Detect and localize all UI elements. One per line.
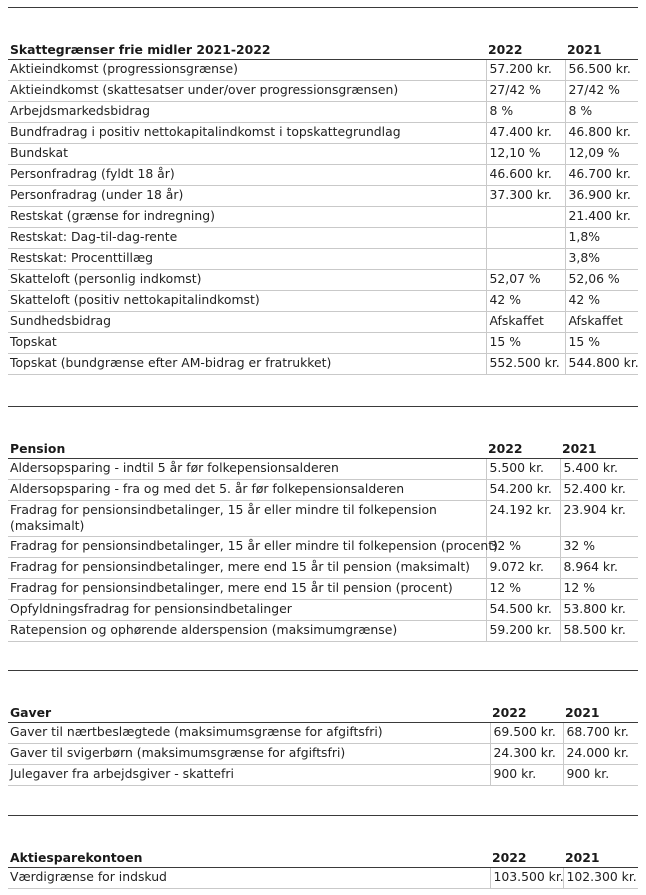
table-row (8, 353, 638, 374)
table-header-row (8, 846, 638, 867)
row-label: Skatteloft (personlig indkomst) (8, 269, 486, 290)
table-row (8, 206, 638, 227)
table-row (8, 164, 638, 185)
value-2021: 23.904 kr. (560, 500, 638, 536)
value-2022: 57.200 kr. (486, 59, 565, 80)
row-label: Gaver til svigerbørn (maksimumsgrænse for afgiftsfri) (8, 743, 490, 764)
value-2021: 46.800 kr. (565, 122, 638, 143)
value-2022: 12 % (486, 578, 560, 599)
value-2022: 59.200 kr. (486, 620, 560, 641)
column-header-2022: 2022 (490, 846, 563, 867)
value-2021: 8.964 kr. (560, 557, 638, 578)
value-2021: 3,8% (565, 248, 638, 269)
column-header-2022: 2022 (486, 437, 560, 458)
section-title: Skattegrænser frie midler 2021-2022 (8, 38, 486, 59)
value-2022: 9.072 kr. (486, 557, 560, 578)
section-skattegraenser (8, 7, 638, 375)
table-row (8, 227, 638, 248)
value-2022: 5.500 kr. (486, 458, 560, 479)
row-label: Arbejdsmarkedsbidrag (8, 101, 486, 122)
section-pension (8, 406, 638, 642)
table-row (8, 290, 638, 311)
table-row (8, 764, 638, 785)
value-2021: 5.400 kr. (560, 458, 638, 479)
row-label: Ratepension og ophørende alderspension (maksimumgrænse) (8, 620, 486, 641)
row-label: Topskat (8, 332, 486, 353)
section-aktiesparekontoen (8, 815, 638, 889)
row-label: Fradrag for pensionsindbetalinger, 15 år eller mindre til folkepension (procent) (8, 536, 486, 557)
column-header-2021: 2021 (563, 846, 638, 867)
row-label: Bundfradrag i positiv nettokapitalindkomst i topskattegrundlag (8, 122, 486, 143)
row-label: Restskat: Procenttillæg (8, 248, 486, 269)
row-label: Aktieindkomst (skattesatser under/over progressionsgrænsen) (8, 80, 486, 101)
table-row (8, 458, 638, 479)
table-header-row (8, 437, 638, 458)
row-label: Gaver til nærtbeslægtede (maksimumsgrænse for afgiftsfri) (8, 722, 490, 743)
section-divider (8, 670, 638, 671)
value-2022: 54.500 kr. (486, 599, 560, 620)
value-2022: 24.300 kr. (490, 743, 563, 764)
pension-table (8, 437, 638, 642)
table-row (8, 269, 638, 290)
value-2021: 12 % (560, 578, 638, 599)
value-2022 (486, 227, 565, 248)
table-row (8, 122, 638, 143)
value-2021: 27/42 % (565, 80, 638, 101)
value-2022: 46.600 kr. (486, 164, 565, 185)
table-row (8, 722, 638, 743)
value-2021: 544.800 kr. (565, 353, 638, 374)
table-row (8, 248, 638, 269)
column-header-2022: 2022 (486, 38, 565, 59)
value-2021: 58.500 kr. (560, 620, 638, 641)
value-2022: 900 kr. (490, 764, 563, 785)
value-2022: 8 % (486, 101, 565, 122)
table-row (8, 599, 638, 620)
value-2022: 54.200 kr. (486, 479, 560, 500)
table-row (8, 500, 638, 536)
table-row (8, 536, 638, 557)
section-divider (8, 7, 638, 8)
value-2022: 27/42 % (486, 80, 565, 101)
table-header-row (8, 701, 638, 722)
column-header-2021: 2021 (560, 437, 638, 458)
row-label: Personfradrag (fyldt 18 år) (8, 164, 486, 185)
table-row (8, 557, 638, 578)
table-row (8, 620, 638, 641)
value-2021: 32 % (560, 536, 638, 557)
value-2021: 24.000 kr. (563, 743, 638, 764)
row-label: Aldersopsparing - indtil 5 år før folkepensionsalderen (8, 458, 486, 479)
column-header-2021: 2021 (563, 701, 638, 722)
value-2021: 42 % (565, 290, 638, 311)
row-label: Opfyldningsfradrag for pensionsindbetalinger (8, 599, 486, 620)
table-row (8, 80, 638, 101)
table-row (8, 578, 638, 599)
section-gaver (8, 670, 638, 786)
value-2021: 12,09 % (565, 143, 638, 164)
section-title: Pension (8, 437, 486, 458)
value-2022: 24.192 kr. (486, 500, 560, 536)
value-2021: 900 kr. (563, 764, 638, 785)
row-label: Julegaver fra arbejdsgiver - skattefri (8, 764, 490, 785)
value-2022: 32 % (486, 536, 560, 557)
row-label: Aldersopsparing - fra og med det 5. år før folkepensionsalderen (8, 479, 486, 500)
value-2021: 21.400 kr. (565, 206, 638, 227)
column-header-2022: 2022 (490, 701, 563, 722)
value-2021: 53.800 kr. (560, 599, 638, 620)
value-2021: 46.700 kr. (565, 164, 638, 185)
row-label: Restskat: Dag-til-dag-rente (8, 227, 486, 248)
value-2021: 52,06 % (565, 269, 638, 290)
value-2021: 56.500 kr. (565, 59, 638, 80)
value-2021: 68.700 kr. (563, 722, 638, 743)
row-label: Skatteloft (positiv nettokapitalindkomst) (8, 290, 486, 311)
value-2022: 37.300 kr. (486, 185, 565, 206)
value-2022: 15 % (486, 332, 565, 353)
value-2022: 42 % (486, 290, 565, 311)
value-2021: 15 % (565, 332, 638, 353)
table-header-row (8, 38, 638, 59)
value-2021: 52.400 kr. (560, 479, 638, 500)
row-label: Fradrag for pensionsindbetalinger, 15 år eller mindre til folkepension (maksimalt) (8, 500, 486, 536)
row-label: Aktieindkomst (progressionsgrænse) (8, 59, 486, 80)
value-2022 (486, 248, 565, 269)
row-label: Værdigrænse for indskud (8, 867, 490, 888)
table-row (8, 867, 638, 888)
table-row (8, 185, 638, 206)
value-2022: 103.500 kr. (490, 867, 563, 888)
value-2021: 1,8% (565, 227, 638, 248)
section-title: Gaver (8, 701, 490, 722)
value-2022: 69.500 kr. (490, 722, 563, 743)
table-row (8, 743, 638, 764)
tax-limits-table (8, 38, 638, 375)
section-divider (8, 815, 638, 816)
value-2022: 47.400 kr. (486, 122, 565, 143)
table-row (8, 332, 638, 353)
row-label: Sundhedsbidrag (8, 311, 486, 332)
row-label: Restskat (grænse for indregning) (8, 206, 486, 227)
row-label: Topskat (bundgrænse efter AM-bidrag er fratrukket) (8, 353, 486, 374)
value-2021: 36.900 kr. (565, 185, 638, 206)
value-2022: 52,07 % (486, 269, 565, 290)
value-2022: 12,10 % (486, 143, 565, 164)
table-row (8, 59, 638, 80)
gifts-table (8, 701, 638, 786)
value-2022 (486, 206, 565, 227)
value-2022: 552.500 kr. (486, 353, 565, 374)
column-header-2021: 2021 (565, 38, 638, 59)
row-label: Fradrag for pensionsindbetalinger, mere end 15 år til pension (maksimalt) (8, 557, 486, 578)
row-label: Fradrag for pensionsindbetalinger, mere end 15 år til pension (procent) (8, 578, 486, 599)
table-row (8, 311, 638, 332)
share-savings-table (8, 846, 638, 889)
value-2021: 102.300 kr. (563, 867, 638, 888)
table-row (8, 479, 638, 500)
value-2022: Afskaffet (486, 311, 565, 332)
table-row (8, 101, 638, 122)
table-row (8, 143, 638, 164)
section-divider (8, 406, 638, 407)
row-label: Bundskat (8, 143, 486, 164)
value-2021: 8 % (565, 101, 638, 122)
row-label: Personfradrag (under 18 år) (8, 185, 486, 206)
section-title: Aktiesparekontoen (8, 846, 490, 867)
value-2021: Afskaffet (565, 311, 638, 332)
